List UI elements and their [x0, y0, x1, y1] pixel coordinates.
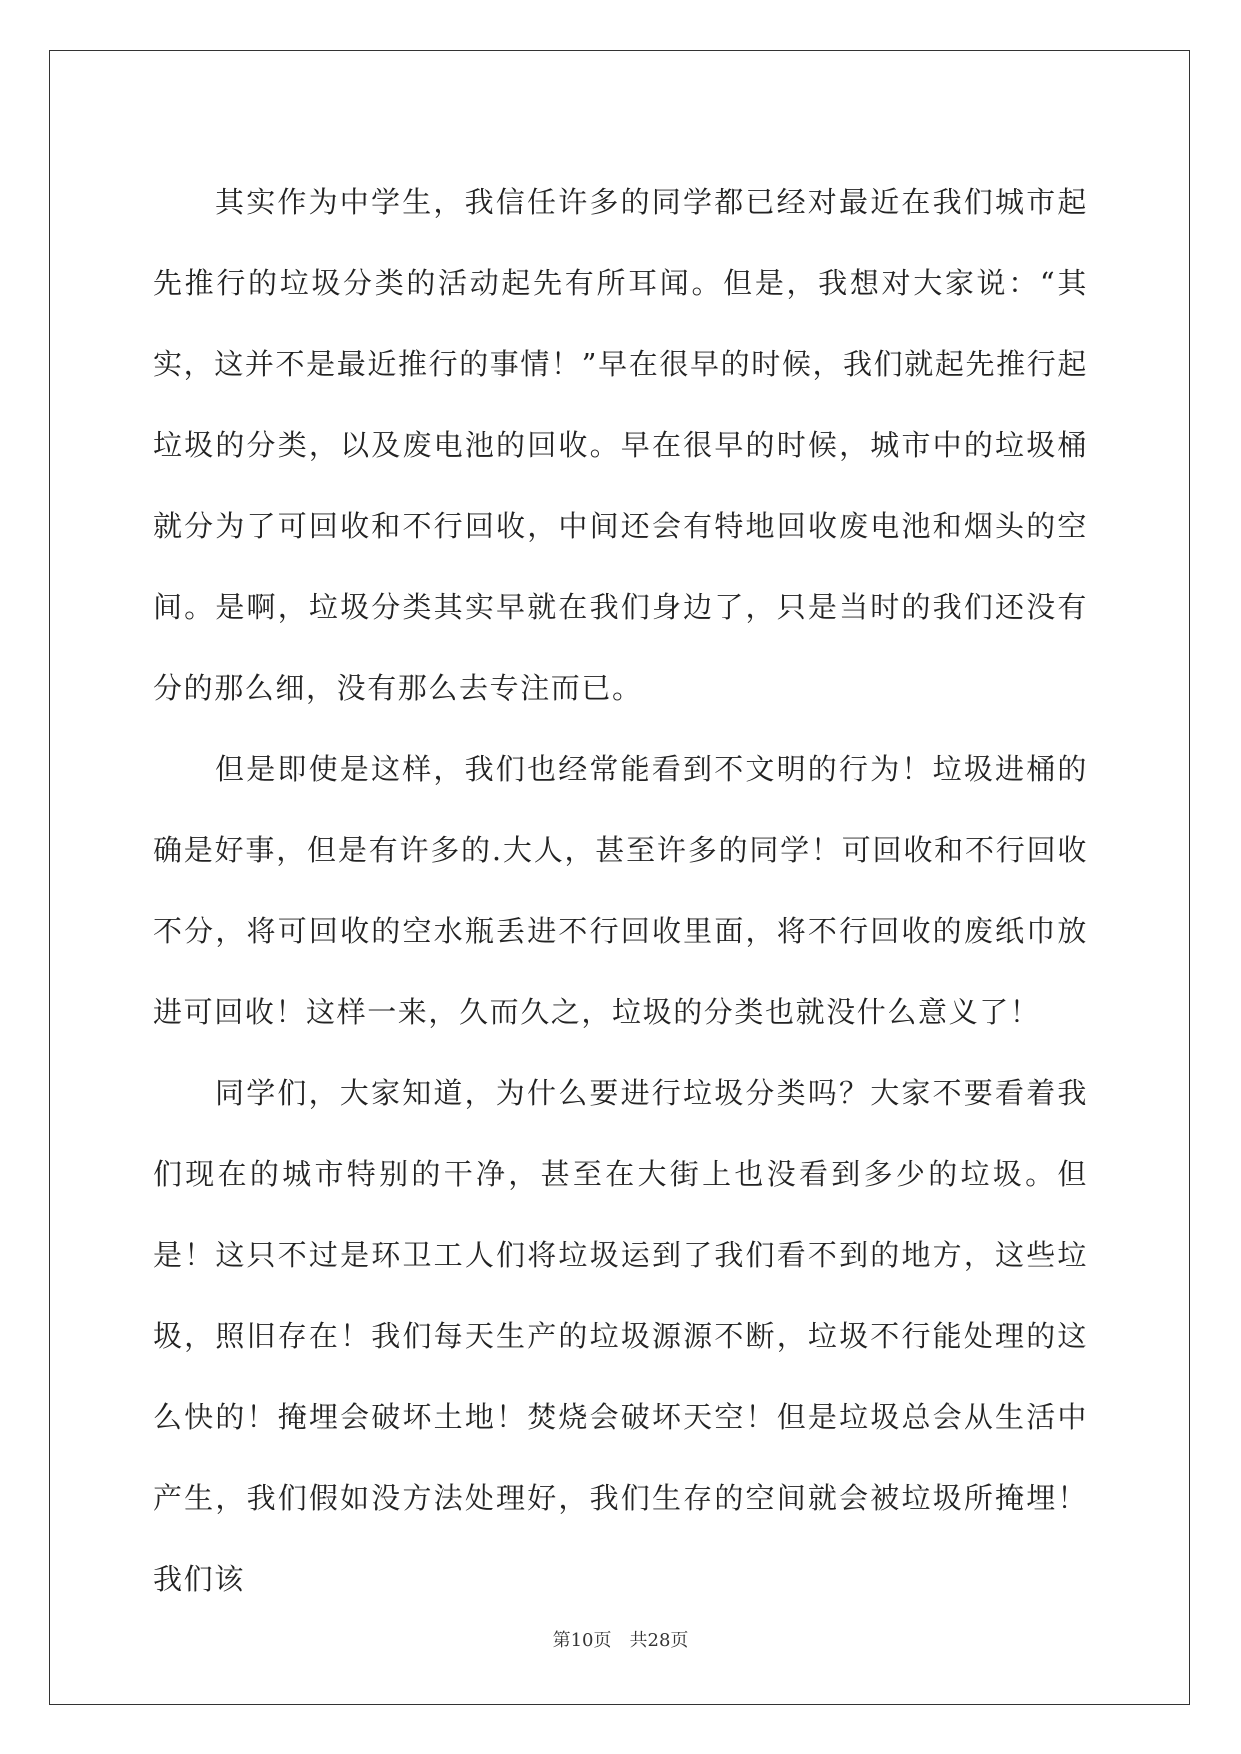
line: 进可回收！这样一来，久而久之，垃圾的分类也就没什么意义了！ — [153, 995, 1041, 1029]
line: 不分，将可回收的空水瓶丢进不行回收里面，将不行回收的废纸巾放 — [153, 914, 1088, 948]
line: 空间。是啊，垃圾分类其实早就在我们身边了，只是当时的我们还没 — [153, 509, 1088, 624]
document-body — [153, 162, 1088, 1620]
line: 确是好事，但是有许多的.大人，甚至许多的同学！可回收和不行回收 — [153, 833, 1088, 867]
line: 的！掩埋会破坏土地！焚烧会破坏天空！但是垃圾总会从生活中产生， — [153, 1400, 1088, 1515]
line: 先推行的垃圾分类的活动起先有所耳闻。但是，我想对大家说：“其 — [153, 266, 1088, 300]
line: 其实作为中学生，我信任许多的同学都已经对最近在我们城市起 — [215, 185, 1088, 219]
line: 有分的那么细，没有那么去专注而已。 — [153, 590, 1088, 705]
page-number-footer: 第10页 共28页 — [552, 1630, 689, 1651]
line: 实，这并不是最近推行的事情！”早在很早的时候，我们就起先推行 — [153, 347, 1058, 381]
line: 起垃圾的分类，以及废电池的回收。早在很早的时候，城市中的垃圾 — [153, 347, 1088, 462]
line: 照旧存在！我们每天生产的垃圾源源不断，垃圾不行能处理的这么快 — [153, 1319, 1088, 1434]
paragraph-2 — [153, 729, 1088, 1053]
line: 但是即使是这样，我们也经常能看到不文明的行为！垃圾进桶的 — [215, 752, 1088, 786]
line: 同学们，大家知道，为什么要进行垃圾分类吗？大家不要看着我 — [215, 1076, 1088, 1110]
line: 我们假如没方法处理好，我们生存的空间就会被垃圾所掩埋！我们该 — [153, 1481, 1088, 1596]
line: 这只不过是环卫工人们将垃圾运到了我们看不到的地方，这些垃圾， — [153, 1238, 1088, 1353]
paragraph-3 — [153, 1053, 1088, 1620]
line: 桶就分为了可回收和不行回收，中间还会有特地回收废电池和烟头的 — [153, 428, 1088, 543]
paragraph-1 — [153, 162, 1088, 729]
line: 们现在的城市特别的干净，甚至在大街上也没看到多少的垃圾。但是！ — [153, 1157, 1088, 1272]
